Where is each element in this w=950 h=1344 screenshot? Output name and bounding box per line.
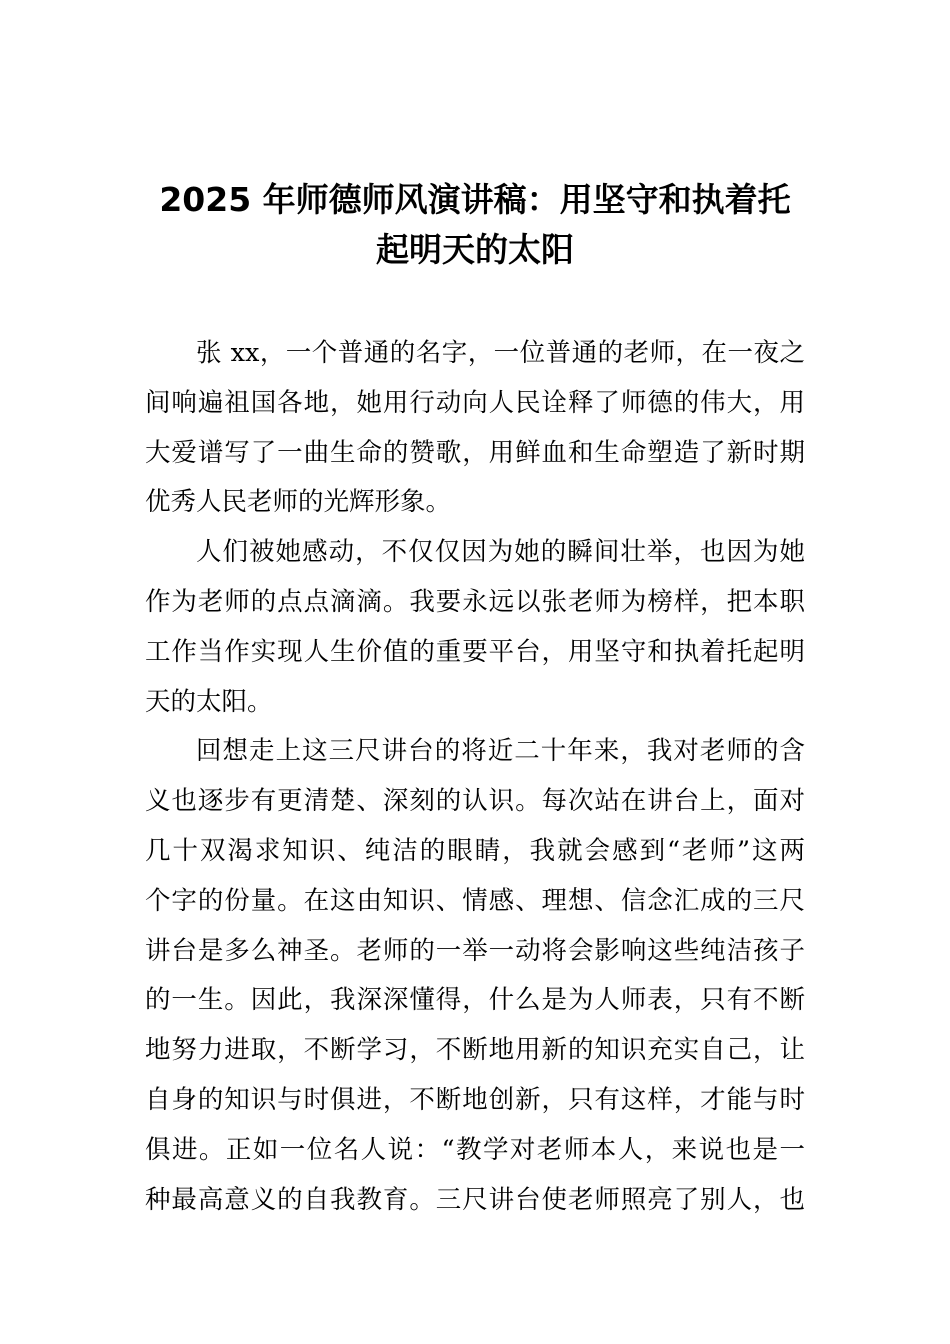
- title-line: 2025 年师德师风演讲稿：用坚守和执着托: [159, 180, 791, 219]
- title-line: 起明天的太阳: [376, 230, 574, 269]
- text-line: 间响遍祖国各地，她用行动向人民诠释了师德的伟大，用: [145, 387, 805, 418]
- text-line: 作为老师的点点滴滴。我要永远以张老师为榜样，把本职: [145, 586, 805, 617]
- text-line: 地努力进取，不断学习，不断地用新的知识充实自己，让: [145, 1035, 805, 1066]
- paragraph: [145, 329, 805, 528]
- text-line: 几十双渴求知识、纯洁的眼睛，我就会感到“老师”这两: [145, 835, 805, 866]
- text-line: 个字的份量。在这由知识、情感、理想、信念汇成的三尺: [145, 885, 805, 916]
- text-line: 自身的知识与时俱进，不断地创新，只有这样，才能与时: [145, 1084, 805, 1115]
- text-line: 人们被她感动，不仅仅因为她的瞬间壮举，也因为她: [196, 537, 805, 568]
- document-title: [145, 175, 805, 275]
- paragraph: [145, 727, 805, 1225]
- text-line: 义也逐步有更清楚、深刻的认识。每次站在讲台上，面对: [145, 786, 805, 817]
- text-line: 大爱谱写了一曲生命的赞歌，用鲜血和生命塑造了新时期: [145, 437, 805, 468]
- text-line: 的一生。因此，我深深懂得，什么是为人师表，只有不断: [145, 985, 805, 1016]
- text-line: 讲台是多么神圣。老师的一举一动将会影响这些纯洁孩子: [145, 935, 805, 966]
- text-line: 优秀人民老师的光辉形象。: [145, 487, 452, 518]
- document-body: [145, 329, 805, 1225]
- text-line: 回想走上这三尺讲台的将近二十年来，我对老师的含: [196, 736, 805, 767]
- text-line: 天的太阳。: [145, 686, 273, 717]
- text-line: 俱进。正如一位名人说：“教学对老师本人，来说也是一: [145, 1134, 805, 1165]
- text-line: 张 xx，一个普通的名字，一位普通的老师，在一夜之: [196, 338, 805, 368]
- text-line: 种最高意义的自我教育。三尺讲台使老师照亮了别人，也: [145, 1184, 805, 1215]
- text-line: 工作当作实现人生价值的重要平台，用坚守和执着托起明: [145, 636, 805, 667]
- paragraph: [145, 528, 805, 727]
